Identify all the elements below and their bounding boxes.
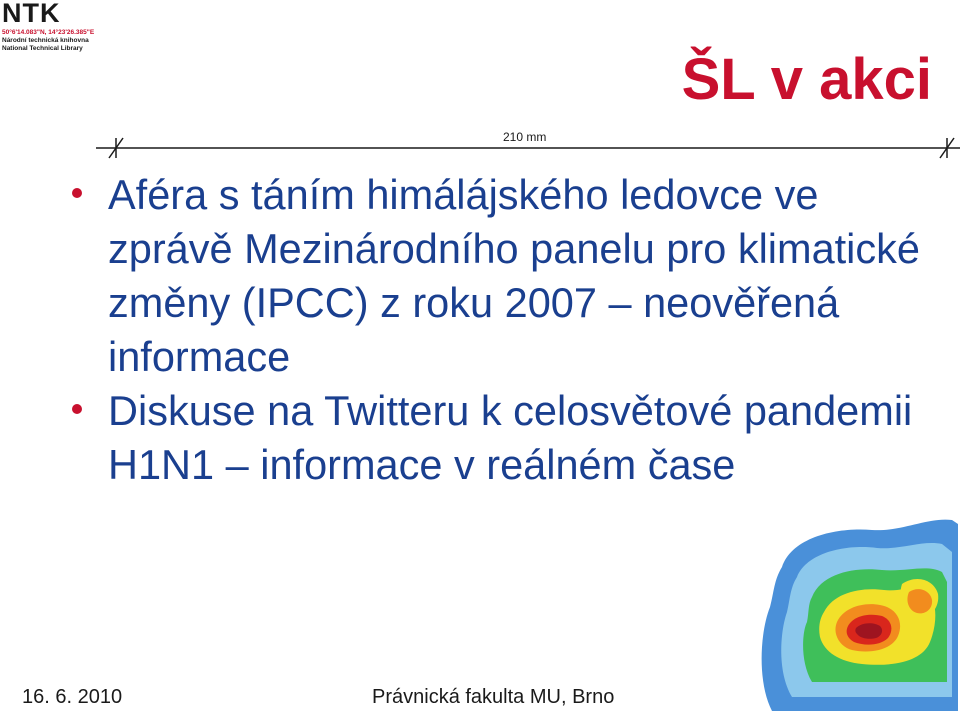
footer-organization: Právnická fakulta MU, Brno <box>372 686 615 708</box>
bullet-text: Diskuse na Twitteru k celosvětové pandemii H1N1 – informace v reálném čase <box>108 387 913 488</box>
bullet-item <box>72 384 932 492</box>
ntk-logo <box>2 0 94 53</box>
heatmap-illustration <box>752 512 960 711</box>
ruler-label: 210 mm <box>503 130 547 144</box>
bullet-item <box>72 168 932 384</box>
logo-name-cz: Národní technická knihovna <box>2 37 89 44</box>
logo-mark: NTK <box>2 0 61 28</box>
bullet-dot-icon <box>72 188 82 198</box>
logo-coordinates: 50°6'14.083"N, 14°23'26.385"E <box>2 29 95 36</box>
footer-date: 16. 6. 2010 <box>22 686 123 708</box>
bullet-text: Aféra s táním himálájského ledovce ve zprávě Mezinárodního panelu pro klimatické změny (IPCC) z roku 2007 – neověřená informace <box>108 171 920 380</box>
bullet-list <box>72 168 932 492</box>
logo-name-en: National Technical Library <box>2 45 83 52</box>
bullet-dot-icon <box>72 404 82 414</box>
slide-title: ŠL v akci <box>681 47 932 112</box>
